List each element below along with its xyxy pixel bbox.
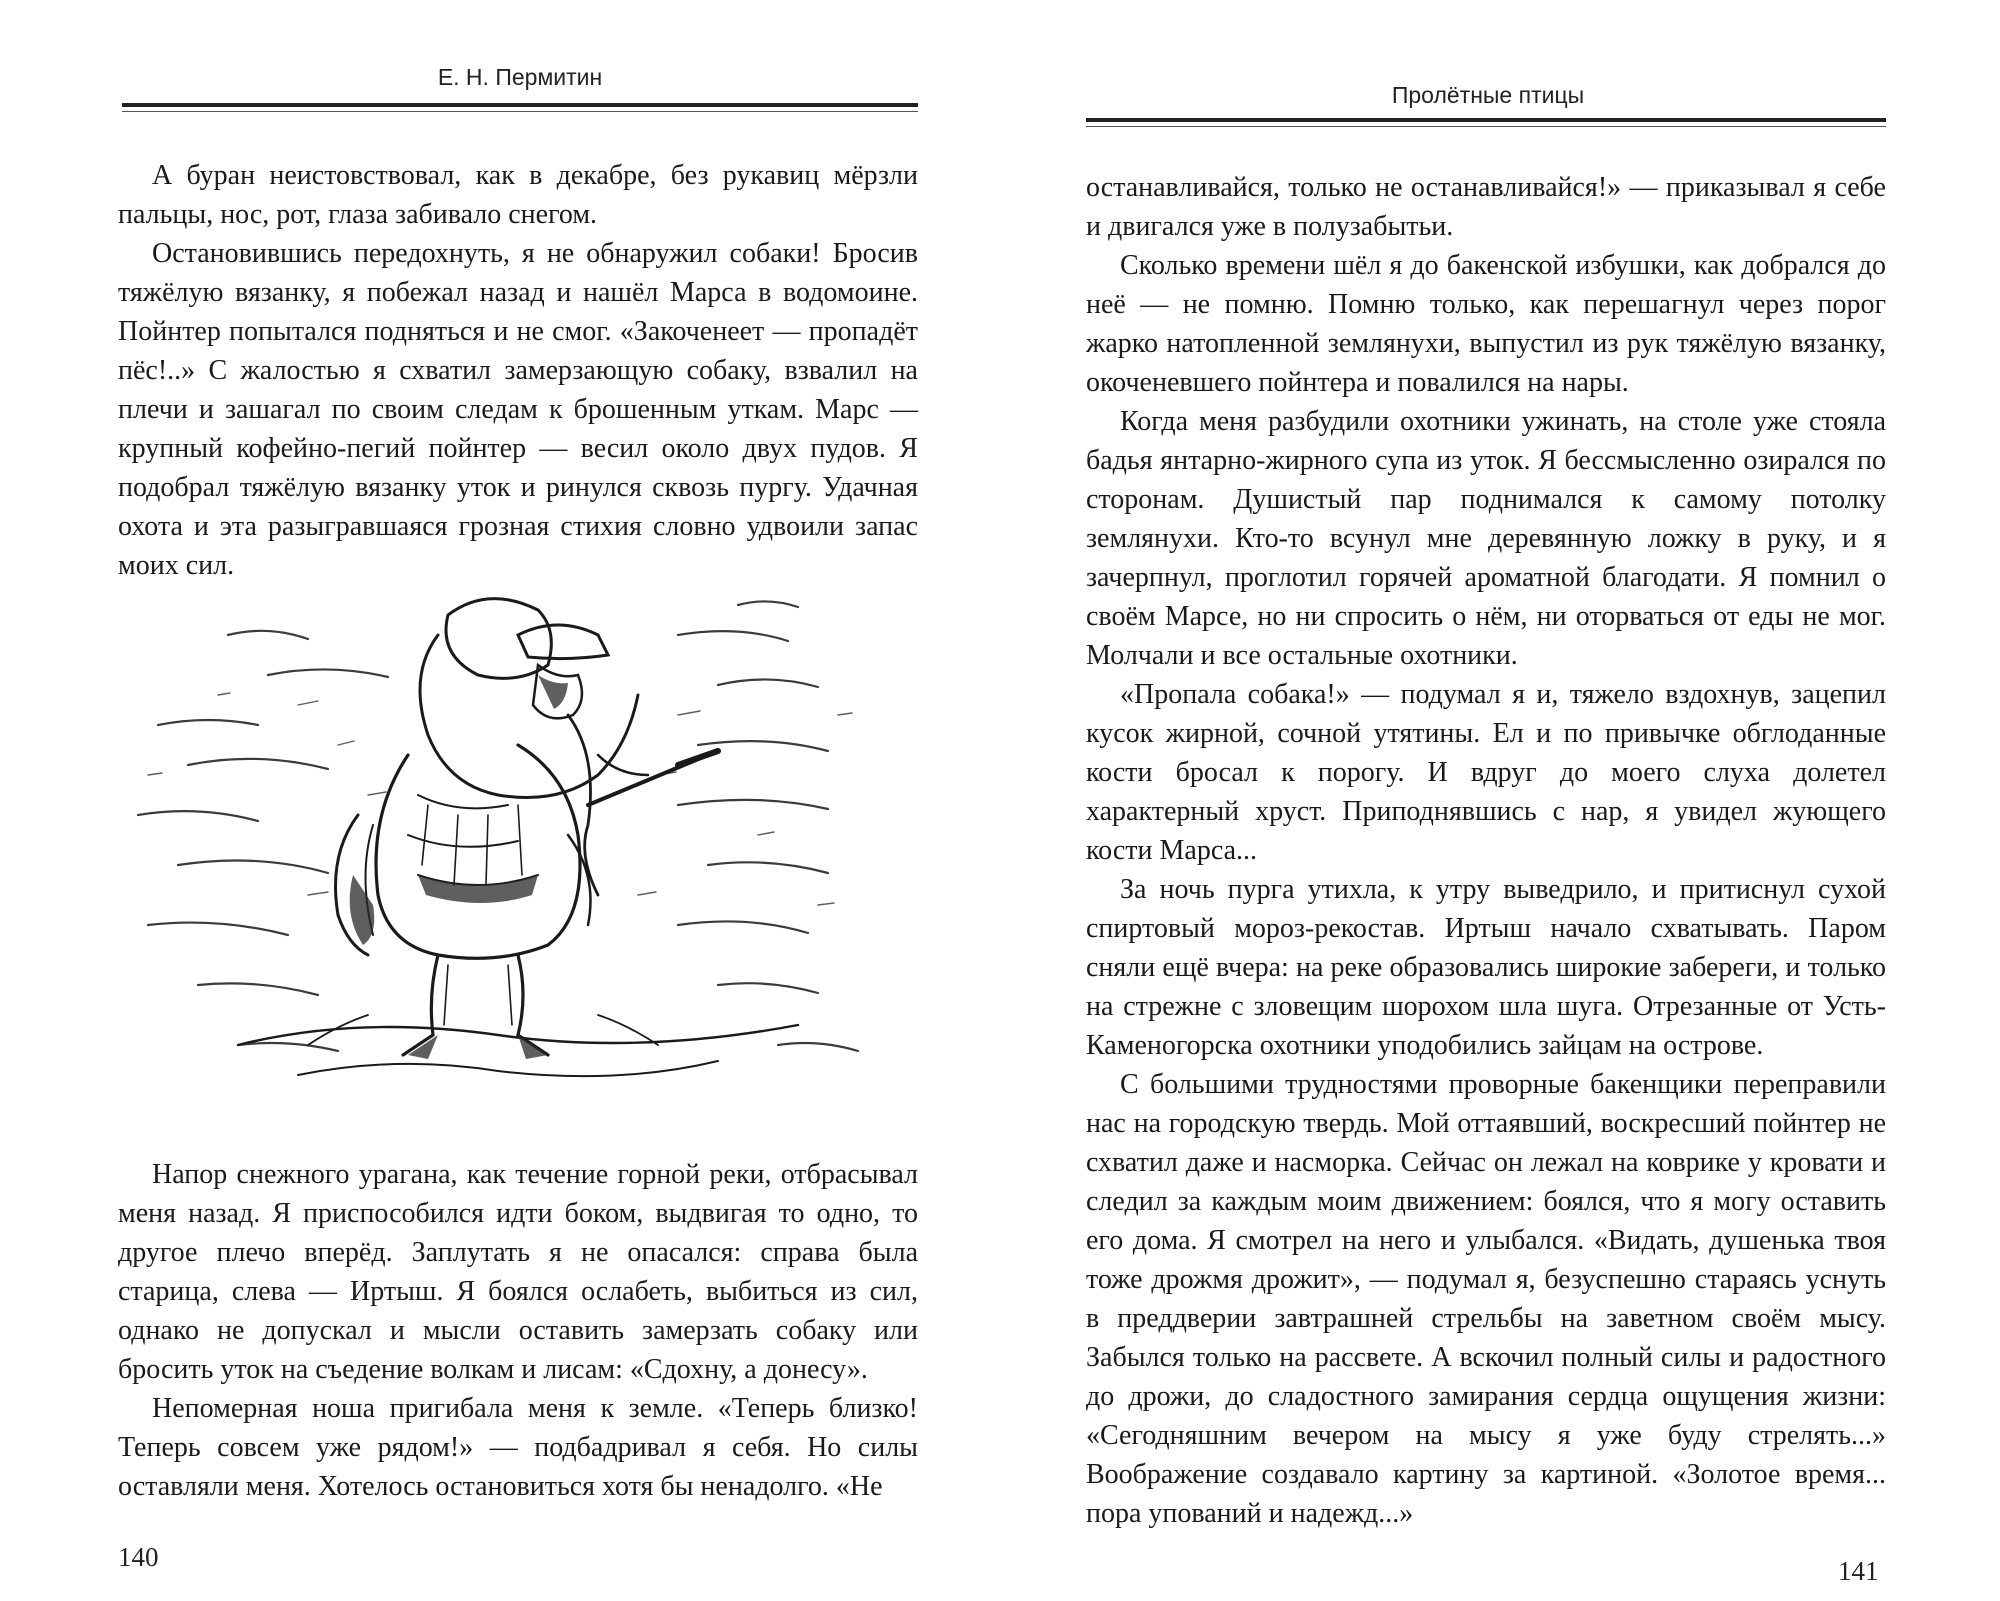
paragraph: Напор снежного урагана, как течение горной реки, отбрасывал меня назад. Я приспособился идти боком, выдвигая то одно, то другое плечо вперёд. Заплутать я не опасался: справа была старица, слева — Иртыш. Я боялся ослабеть, выбиться из сил, однако не допускал и мысли оставить замерзать собаку или бросить уток на съедение волкам и лисам: «Сдохну, а донесу». [118,1159,918,1385]
header-rule [122,103,918,107]
paragraph: Когда меня разбудили охотники ужинать, на столе уже стояла бадья янтарно-жирного супа из уток. Я бессмысленно озирался по сторонам. Душистый пар поднимался к самому потолку землянухи. Кто-то всунул мне деревянную ложку в руку, и я зачерпнул, проглотил горячей ароматной благодати. Я помнил о своём Марсе, но ни спросить о нём, ни оторваться от еды не мог. Молчали и все остальные охотники. [1086,406,1886,671]
page-number: 141 [1838,1556,1879,1586]
running-head-author: Е. Н. Пермитин [437,64,603,90]
paragraph: «Пропала собака!» — подумал я и, тяжело вздохнув, зацепил кусок жирной, сочной утятины. Ел и по привычке обглоданные кости бросал к порогу. И вдруг до моего слуха долетел характерный хруст. Приподнявшись с нар, я увидел жующего кости Марса... [1086,679,1886,866]
body-text [1086,168,1886,1533]
body-text-bottom [118,1155,918,1506]
paragraph: Остановившись передохнуть, я не обнаружил собаки! Бросив тяжёлую вязанку, я побежал назад и нашёл Марса в водомоине. Пойнтер попытался подняться и не смог. «Закоченеет — пропадёт пёс!..» С жалостью я схватил замерзающую собаку, взвалил на плечи и зашагал по своим следам к брошенным уткам. Марс — крупный кофейно-пегий пойнтер — весил около двух пудов. Я подобрал тяжёлую вязанку уток и ринулся сквозь пургу. Удачная охота и эта разыгравшаяся грозная стихия словно удвоили запас моих сил. [118,238,918,581]
paragraph: Сколько времени шёл я до бакенской избушки, как добрался до неё — не помню. Помню только, как перешагнул через порог жарко натопленной землянухи, выпустил из рук тяжёлую вязанку, окоченевшего пойнтера и повалился на нары. [1086,250,1886,398]
body-text-top [118,156,918,585]
header-rule [1086,118,1886,122]
paragraph: Непомерная ноша пригибала меня к земле. «Теперь близко! Теперь совсем уже рядом!» — подбадривал я себя. Но силы оставляли меня. Хотелось остановиться хотя бы ненадолго. «Не [118,1393,918,1502]
ink-illustration-hunter-in-blizzard [118,575,918,1095]
running-head-title: Пролётные птицы [1391,82,1585,108]
paragraph-continuation: останавливайся, только не останавливайся!» — приказывал я себе и двигался уже в полузабытьи. [1086,172,1886,242]
paragraph: С большими трудностями проворные бакенщики переправили нас на городскую твердь. Мой оттаявший, воскресший пойнтер не схватил даже и насморка. Сейчас он лежал на коврике у кровати и следил за каждым моим движением: боялся, что я могу оставить его дома. Я смотрел на него и улыбался. «Видать, душенька твоя тоже дрожмя дрожит», — подумал я, безуспешно стараясь уснуть в преддверии завтрашней стрельбы на заветном своём мысу. Забылся только на рассвете. А вскочил полный силы и радостного до дрожи, до сладостного замирания сердца ощущения жизни: «Сегодняшним вечером на мысу я уже буду стрелять...» Воображение создавало картину за картиной. «Золотое время... пора упований и надежд...» [1086,1069,1886,1529]
paragraph: За ночь пурга утихла, к утру выведрило, и притиснул сухой спиртовый мороз-рекостав. Иртыш начало схватывать. Паром сняли ещё вчера: на реке образовались широкие забереги, и только на стрежне с зловещим шорохом шла шуга. Отрезанные от Усть-Каменогорска охотники уподобились зайцам на острове. [1086,874,1886,1061]
paragraph: А буран неистовствовал, как в декабре, без рукавиц мёрзли пальцы, нос, рот, глаза забивало снегом. [118,160,918,230]
page-number: 140 [118,1542,159,1572]
right-page [1000,0,2000,1601]
